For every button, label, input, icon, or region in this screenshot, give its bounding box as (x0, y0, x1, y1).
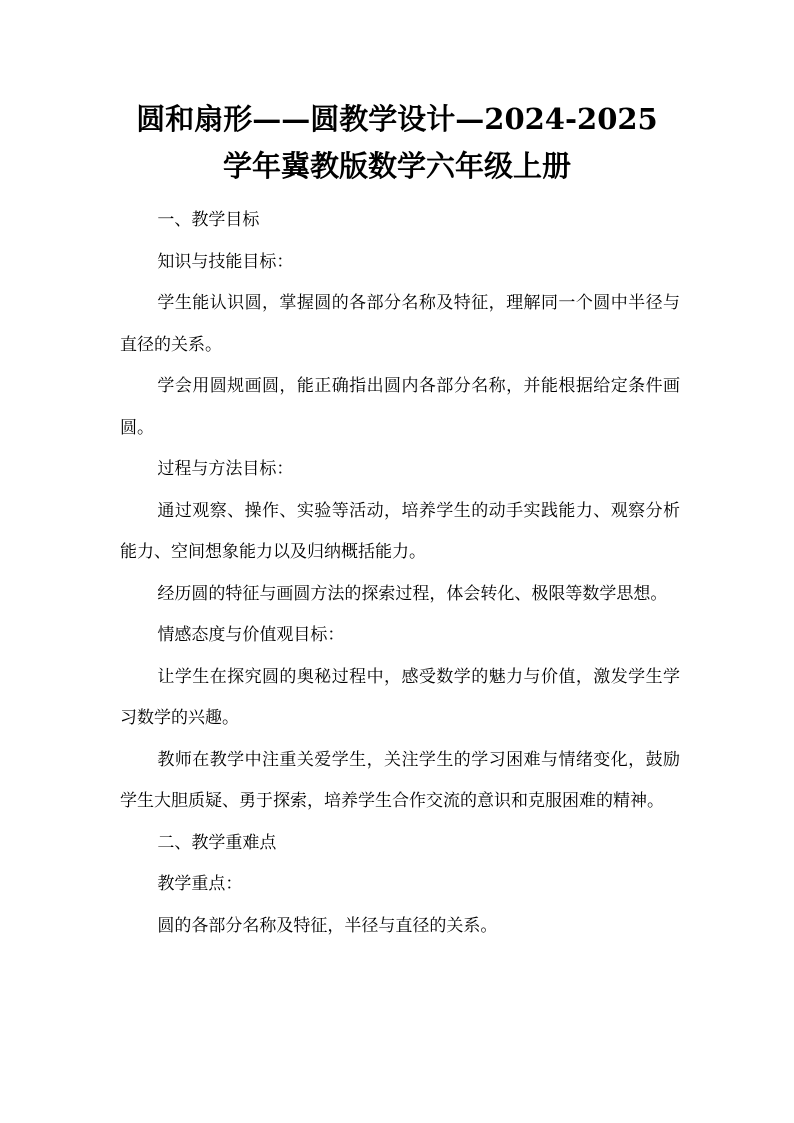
title-line-2: 学年冀教版数学六年级上册 (222, 149, 571, 183)
paragraph: 经历圆的特征与画圆方法的探索过程，体会转化、极限等数学思想。 (157, 583, 668, 604)
paragraph: 学会用圆规画圆，能正确指出圆内各部分名称，并能根据给定条件画圆。 (120, 376, 680, 438)
paragraph: 让学生在探究圆的奥秘过程中，感受数学的魅力与价值，激发学生学习数学的兴趣。 (120, 666, 680, 728)
subheading-teaching-focus: 教学重点： (157, 874, 243, 894)
paragraph: 学生能认识圆，掌握圆的各部分名称及特征，理解同一个圆中半径与直径的关系。 (120, 293, 680, 355)
heading-key-difficult-points: 二、教学重难点 (157, 832, 277, 853)
paragraph: 通过观察、操作、实验等活动，培养学生的动手实践能力、观察分析能力、空间想象能力以及归纳概括能力。 (120, 500, 680, 562)
title-line-1: 圆和扇形——圆教学设计—2024-2025 (136, 102, 658, 136)
paragraph: 圆的各部分名称及特征，半径与直径的关系。 (157, 915, 498, 936)
document-body (120, 200, 680, 947)
subheading-emotion-values: 情感态度与价值观目标： (157, 625, 345, 645)
subheading-knowledge-skills: 知识与技能目标： (157, 251, 294, 272)
document-title (0, 96, 794, 190)
paragraph: 教师在教学中注重关爱学生，关注学生的学习困难与情绪变化，鼓励学生大胆质疑、勇于探索，培养学生合作交流的意识和克服困难的精神。 (120, 749, 680, 811)
heading-teaching-objectives: 一、教学目标 (157, 210, 260, 230)
subheading-process-methods: 过程与方法目标： (157, 459, 294, 479)
